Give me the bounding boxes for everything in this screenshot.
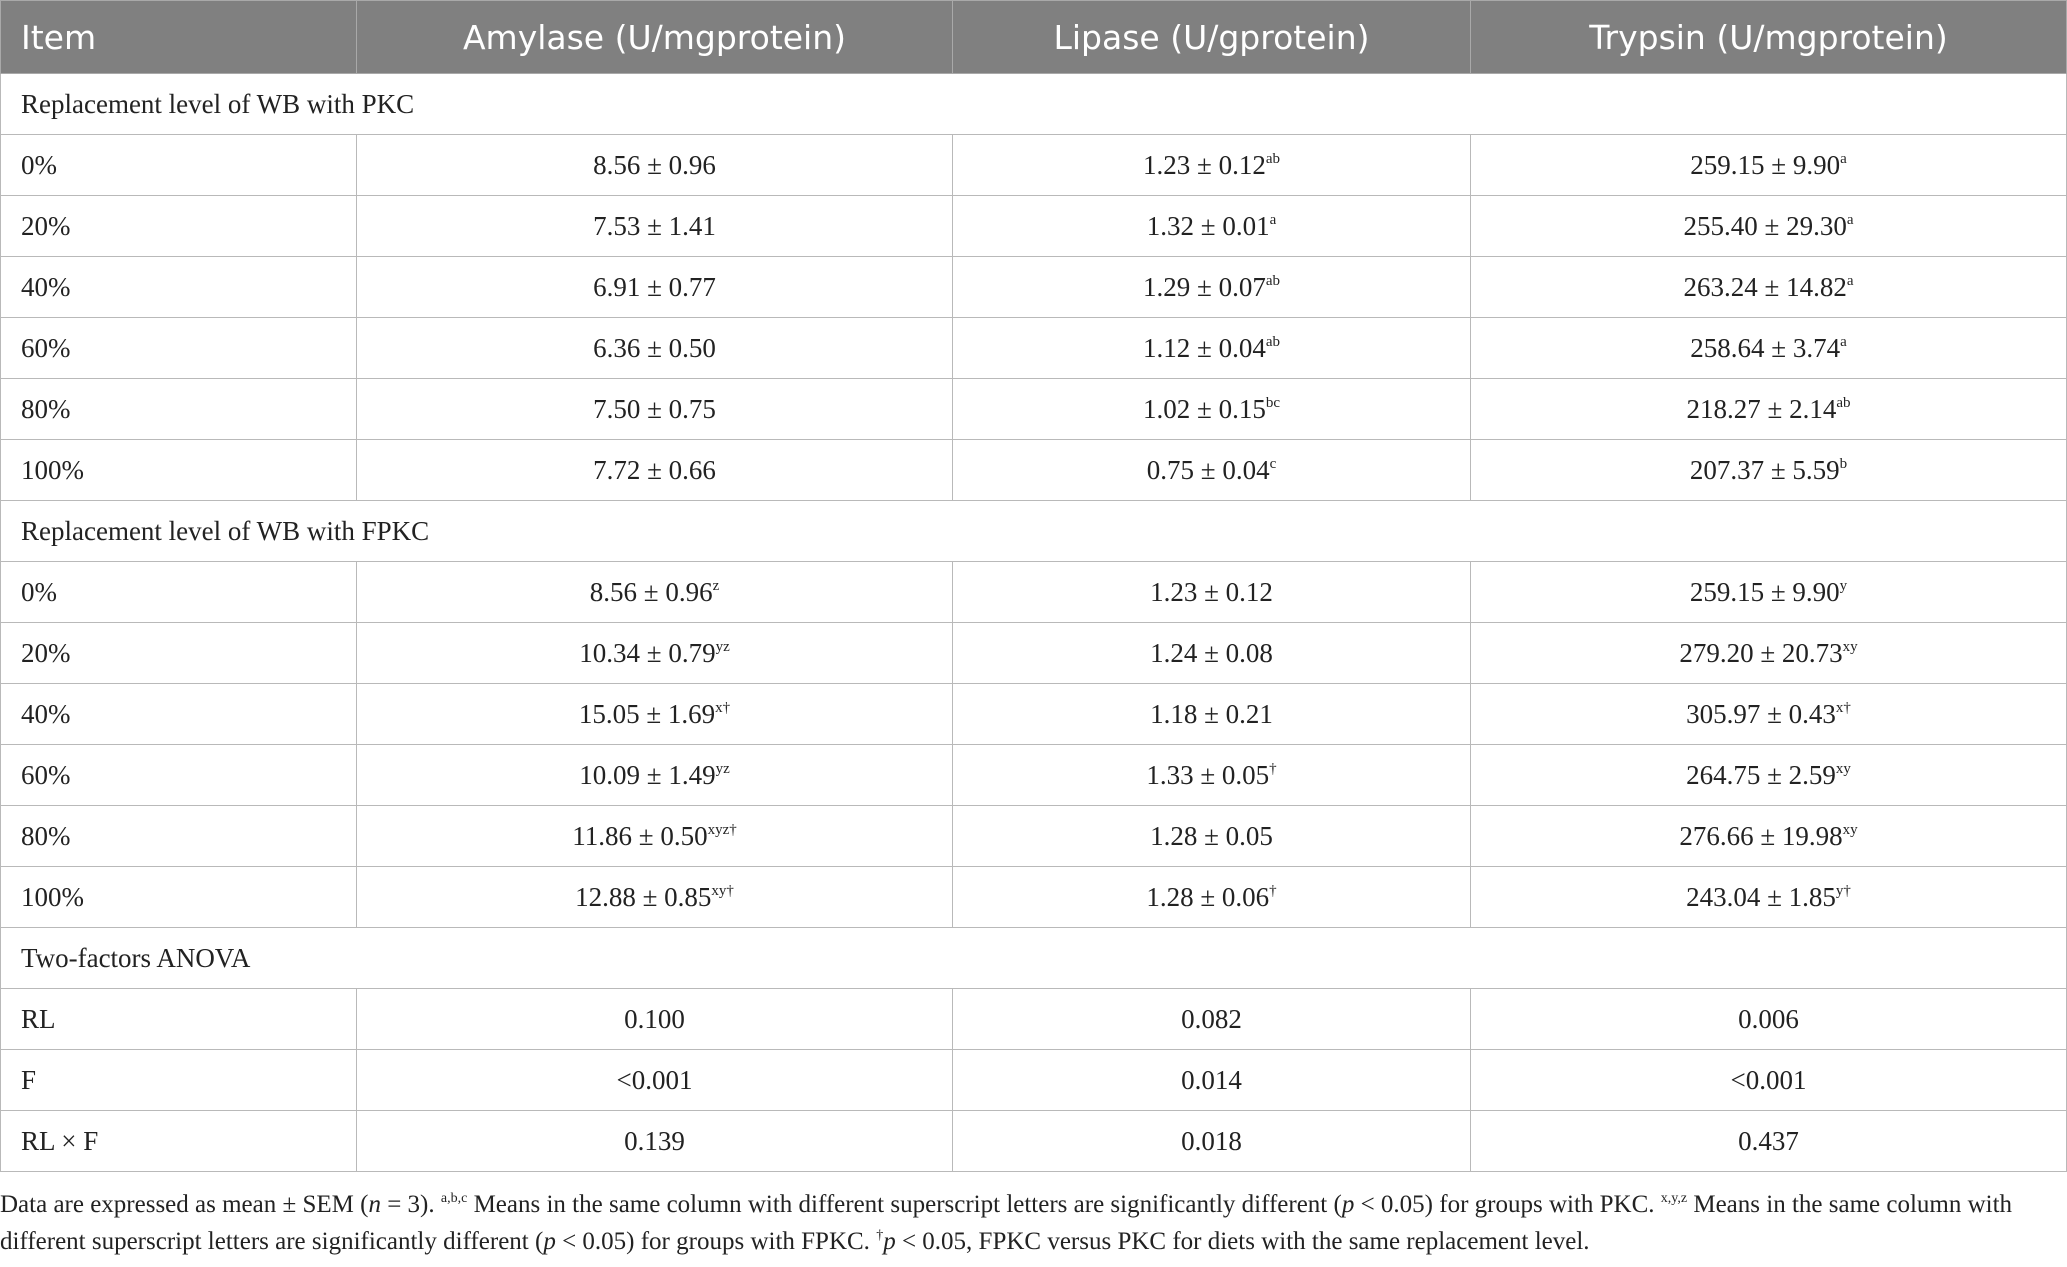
- trypsin-cell: [1471, 562, 2067, 623]
- trypsin-superscript: y†: [1835, 882, 1851, 899]
- table-header-row: [1, 1, 2067, 74]
- amylase-value: 8.56 ± 0.96: [589, 576, 713, 607]
- trypsin-cell: [1471, 318, 2067, 379]
- section-row: [1, 74, 2067, 135]
- lipase-cell: [953, 745, 1471, 806]
- row-label: 40%: [1, 257, 357, 318]
- row-label: 60%: [1, 318, 357, 379]
- trypsin-value: 305.97 ± 0.43: [1686, 698, 1836, 729]
- footnote-sup-abc: a,b,c: [440, 1191, 468, 1206]
- trypsin-cell: [1471, 745, 2067, 806]
- trypsin-value: 218.27 ± 2.14: [1686, 393, 1837, 424]
- trypsin-cell: [1471, 1050, 2067, 1111]
- lipase-superscript: ab: [1265, 150, 1280, 167]
- trypsin-value: 0.006: [1738, 1003, 1799, 1034]
- trypsin-cell: [1471, 623, 2067, 684]
- trypsin-superscript: y: [1839, 577, 1848, 594]
- table-row: [1, 257, 2067, 318]
- lipase-value: 1.24 ± 0.08: [1150, 637, 1273, 668]
- amylase-cell: [357, 745, 953, 806]
- table-row: [1, 318, 2067, 379]
- trypsin-value: 264.75 ± 2.59: [1686, 759, 1836, 790]
- amylase-cell: [357, 135, 953, 196]
- lipase-cell: [953, 440, 1471, 501]
- table-row: [1, 745, 2067, 806]
- trypsin-superscript: xy: [1842, 638, 1858, 655]
- lipase-cell: [953, 135, 1471, 196]
- lipase-cell: [953, 623, 1471, 684]
- footnote-text: < 0.05, FPKC versus PKC for diets with the same replacement level.: [895, 1228, 1590, 1255]
- trypsin-superscript: xy: [1842, 821, 1858, 838]
- footnote-n: n: [368, 1191, 381, 1218]
- trypsin-superscript: a: [1840, 150, 1847, 167]
- amylase-value: 10.09 ± 1.49: [579, 759, 716, 790]
- table-row: [1, 196, 2067, 257]
- row-label: 40%: [1, 684, 357, 745]
- amylase-value: 15.05 ± 1.69: [578, 698, 716, 729]
- table-row: [1, 684, 2067, 745]
- table-row: [1, 135, 2067, 196]
- table-row: [1, 562, 2067, 623]
- lipase-cell: [953, 562, 1471, 623]
- table-row: [1, 379, 2067, 440]
- lipase-value: 0.018: [1181, 1125, 1242, 1156]
- lipase-value: 1.02 ± 0.15: [1143, 393, 1266, 424]
- table-row: [1, 1111, 2067, 1172]
- amylase-cell: [357, 684, 953, 745]
- amylase-cell: [357, 257, 953, 318]
- trypsin-value: 258.64 ± 3.74: [1690, 332, 1841, 363]
- amylase-value: 6.36 ± 0.50: [593, 332, 716, 363]
- lipase-value: 1.12 ± 0.04: [1143, 332, 1266, 363]
- footnote-text: Means in the same column with different superscript letters are significantly different (: [0, 1191, 2013, 1255]
- trypsin-cell: [1471, 379, 2067, 440]
- footnote-text: Data are expressed as mean ± SEM (: [0, 1191, 369, 1218]
- amylase-superscript: xyz†: [707, 821, 737, 838]
- lipase-cell: [953, 684, 1471, 745]
- amylase-value: 10.34 ± 0.79: [579, 637, 716, 668]
- lipase-value: 1.28 ± 0.05: [1150, 820, 1273, 851]
- lipase-cell: [953, 806, 1471, 867]
- section-title: Replacement level of WB with PKC: [1, 74, 2067, 135]
- section-row: [1, 501, 2067, 562]
- table-row: [1, 1050, 2067, 1111]
- amylase-cell: [357, 989, 953, 1050]
- amylase-cell: [357, 196, 953, 257]
- trypsin-cell: [1471, 135, 2067, 196]
- trypsin-value: 255.40 ± 29.30: [1683, 210, 1847, 241]
- lipase-superscript: bc: [1265, 394, 1280, 411]
- amylase-superscript: yz: [715, 638, 730, 655]
- lipase-value: 1.23 ± 0.12: [1143, 149, 1266, 180]
- amylase-value: 8.56 ± 0.96: [593, 149, 716, 180]
- header-item: Item: [1, 1, 357, 74]
- amylase-cell: [357, 1050, 953, 1111]
- amylase-cell: [357, 623, 953, 684]
- footnote-p: p: [1341, 1191, 1355, 1218]
- amylase-value: 11.86 ± 0.50: [572, 820, 708, 851]
- trypsin-superscript: a: [1846, 211, 1854, 228]
- lipase-value: 1.18 ± 0.21: [1150, 698, 1273, 729]
- lipase-value: 1.28 ± 0.06: [1146, 881, 1270, 912]
- header-lipase: Lipase (U/gprotein): [953, 1, 1471, 74]
- lipase-value: 0.082: [1181, 1003, 1242, 1034]
- trypsin-value: <0.001: [1730, 1064, 1807, 1095]
- lipase-value: 1.23 ± 0.12: [1150, 576, 1273, 607]
- amylase-value: 7.53 ± 1.41: [593, 210, 716, 241]
- lipase-cell: [953, 318, 1471, 379]
- row-label: 0%: [1, 135, 357, 196]
- table-row: [1, 440, 2067, 501]
- trypsin-value: 259.15 ± 9.90: [1690, 149, 1841, 180]
- footnote-text: Means in the same column with different superscript letters are significantly different (: [467, 1191, 1342, 1218]
- header-amylase: Amylase (U/mgprotein): [357, 1, 953, 74]
- trypsin-superscript: b: [1839, 455, 1848, 472]
- amylase-superscript: xy†: [711, 882, 734, 899]
- row-label: 20%: [1, 196, 357, 257]
- amylase-cell: [357, 379, 953, 440]
- lipase-value: 0.75 ± 0.04: [1146, 454, 1270, 485]
- trypsin-value: 0.437: [1738, 1125, 1799, 1156]
- footnote-text: < 0.05) for groups with FPKC.: [555, 1228, 877, 1255]
- trypsin-value: 276.66 ± 19.98: [1679, 820, 1843, 851]
- amylase-value: 6.91 ± 0.77: [593, 271, 716, 302]
- section-title: Replacement level of WB with FPKC: [1, 501, 2067, 562]
- trypsin-superscript: x†: [1835, 699, 1851, 716]
- row-label: 100%: [1, 867, 357, 928]
- trypsin-cell: [1471, 440, 2067, 501]
- table-body: [1, 74, 2067, 1172]
- amylase-value: <0.001: [616, 1064, 693, 1095]
- trypsin-value: 207.37 ± 5.59: [1689, 454, 1840, 485]
- row-label: 60%: [1, 745, 357, 806]
- trypsin-value: 263.24 ± 14.82: [1683, 271, 1847, 302]
- header-trypsin: Trypsin (U/mgprotein): [1471, 1, 2067, 74]
- row-label: RL: [1, 989, 357, 1050]
- lipase-cell: [953, 257, 1471, 318]
- lipase-cell: [953, 1111, 1471, 1172]
- lipase-value: 1.29 ± 0.07: [1143, 271, 1266, 302]
- amylase-cell: [357, 440, 953, 501]
- lipase-value: 1.33 ± 0.05: [1146, 759, 1270, 790]
- table-row: [1, 867, 2067, 928]
- row-label: RL × F: [1, 1111, 357, 1172]
- table-row: [1, 989, 2067, 1050]
- amylase-cell: [357, 562, 953, 623]
- footnote-text: = 3).: [380, 1191, 441, 1218]
- trypsin-cell: [1471, 684, 2067, 745]
- amylase-cell: [357, 318, 953, 379]
- amylase-cell: [357, 867, 953, 928]
- trypsin-cell: [1471, 806, 2067, 867]
- table-row: [1, 806, 2067, 867]
- lipase-superscript: c: [1269, 455, 1277, 472]
- lipase-superscript: †: [1269, 760, 1277, 777]
- footnote-text: < 0.05) for groups with PKC.: [1354, 1191, 1661, 1218]
- trypsin-value: 259.15 ± 9.90: [1689, 576, 1840, 607]
- lipase-superscript: a: [1269, 211, 1277, 228]
- row-label: 80%: [1, 379, 357, 440]
- lipase-superscript: ab: [1265, 272, 1280, 289]
- footnote-sup-dagger: †: [876, 1228, 884, 1243]
- footnote-p: p: [543, 1228, 556, 1255]
- trypsin-superscript: ab: [1836, 394, 1851, 411]
- lipase-value: 1.32 ± 0.01: [1146, 210, 1270, 241]
- section-title: Two-factors ANOVA: [1, 928, 2067, 989]
- table-row: [1, 623, 2067, 684]
- amylase-value: 7.72 ± 0.66: [593, 454, 716, 485]
- row-label: 80%: [1, 806, 357, 867]
- amylase-cell: [357, 806, 953, 867]
- lipase-cell: [953, 196, 1471, 257]
- trypsin-value: 243.04 ± 1.85: [1686, 881, 1836, 912]
- lipase-value: 0.014: [1181, 1064, 1242, 1095]
- trypsin-cell: [1471, 196, 2067, 257]
- lipase-cell: [953, 1050, 1471, 1111]
- footnote-sup-xyz: x,y,z: [1660, 1191, 1688, 1206]
- trypsin-superscript: a: [1840, 333, 1847, 350]
- amylase-value: 7.50 ± 0.75: [593, 393, 716, 424]
- footnote-p: p: [883, 1228, 896, 1255]
- trypsin-value: 279.20 ± 20.73: [1679, 637, 1843, 668]
- amylase-superscript: yz: [715, 760, 730, 777]
- row-label: F: [1, 1050, 357, 1111]
- trypsin-cell: [1471, 989, 2067, 1050]
- trypsin-superscript: a: [1846, 272, 1854, 289]
- amylase-cell: [357, 1111, 953, 1172]
- amylase-superscript: z: [712, 577, 720, 594]
- amylase-value: 0.139: [624, 1125, 685, 1156]
- lipase-cell: [953, 379, 1471, 440]
- lipase-superscript: ab: [1265, 333, 1280, 350]
- amylase-superscript: x†: [715, 699, 731, 716]
- section-row: [1, 928, 2067, 989]
- trypsin-cell: [1471, 257, 2067, 318]
- trypsin-superscript: xy: [1835, 760, 1851, 777]
- trypsin-cell: [1471, 867, 2067, 928]
- row-label: 100%: [1, 440, 357, 501]
- table-footnote: [0, 1186, 2050, 1260]
- lipase-cell: [953, 867, 1471, 928]
- lipase-cell: [953, 989, 1471, 1050]
- lipase-superscript: †: [1269, 882, 1277, 899]
- row-label: 20%: [1, 623, 357, 684]
- amylase-value: 12.88 ± 0.85: [575, 881, 712, 912]
- row-label: 0%: [1, 562, 357, 623]
- amylase-value: 0.100: [624, 1003, 685, 1034]
- trypsin-cell: [1471, 1111, 2067, 1172]
